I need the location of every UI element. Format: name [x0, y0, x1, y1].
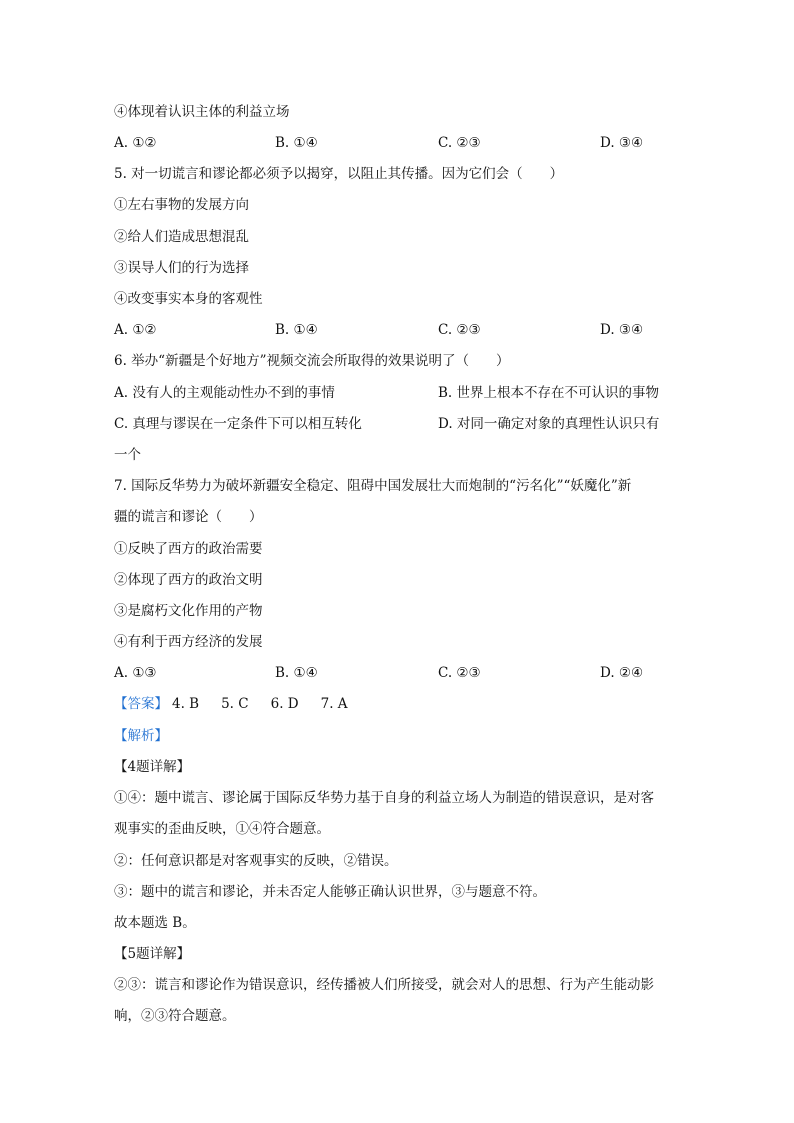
q7-option-a: A. ①③	[114, 665, 157, 681]
q6-option-d-continued: 一个	[114, 447, 141, 463]
answer-7: 7. A	[320, 696, 348, 712]
q6-options-row1	[114, 383, 674, 403]
q4-explanation-line-3: ②：任何意识都是对客观事实的反映，②错误。	[114, 853, 398, 869]
q7-option-d: D. ②④	[600, 665, 644, 681]
q5-item-4: ④改变事实本身的客观性	[114, 291, 263, 307]
q7-option-c: C. ②③	[438, 665, 481, 681]
q4-explanation-line-4: ③：题中的谎言和谬论，并未否定人能够正确认识世界，③与题意不符。	[114, 884, 546, 900]
q4-item-4: ④体现着认识主体的利益立场	[114, 104, 290, 120]
q5-option-b: B. ①④	[275, 322, 318, 338]
analysis-label: 【解析】	[114, 728, 168, 744]
answer-row	[114, 694, 370, 714]
q6-option-b: B. 世界上根本不存在不可认识的事物	[438, 385, 660, 401]
q4-explanation-line-5: 故本题选 B。	[114, 915, 196, 931]
q5-explanation-line-1: ②③：谎言和谬论作为错误意识，经传播被人们所接受，就会对人的思想、行为产生能动影	[114, 977, 654, 993]
q7-options	[114, 663, 674, 683]
q6-option-c: C. 真理与谬误在一定条件下可以相互转化	[114, 416, 362, 432]
q4-explanation-heading: 【4题详解】	[114, 759, 191, 775]
answer-label: 【答案】	[114, 696, 168, 712]
q5-explanation-line-2: 响，②③符合题意。	[114, 1008, 236, 1024]
q7-item-3: ③是腐朽文化作用的产物	[114, 603, 263, 619]
q5-item-1: ①左右事物的发展方向	[114, 197, 249, 213]
q5-item-3: ③误导人们的行为选择	[114, 260, 249, 276]
q7-item-1: ①反映了西方的政治需要	[114, 541, 263, 557]
q5-option-d: D. ③④	[600, 322, 644, 338]
q5-options	[114, 320, 674, 340]
q7-stem-line-2: 疆的谎言和谬论（ ）	[114, 509, 263, 525]
q5-stem: 5. 对一切谎言和谬论都必须予以揭穿，以阻止其传播。因为它们会（ ）	[114, 166, 564, 182]
q7-item-4: ④有利于西方经济的发展	[114, 634, 263, 650]
q7-stem-line-1: 7. 国际反华势力为破坏新疆安全稳定、阻碍中国发展壮大而炮制的“污名化”“妖魔化”新	[114, 478, 632, 494]
q6-stem: 6. 举办“新疆是个好地方”视频交流会所取得的效果说明了（ ）	[114, 353, 510, 369]
q6-option-a: A. 没有人的主观能动性办不到的事情	[114, 385, 335, 401]
answer-4: 4. B	[172, 696, 200, 712]
q4-explanation-line-1: ①④：题中谎言、谬论属于国际反华势力基于自身的利益立场人为制造的错误意识，是对客	[114, 790, 654, 806]
q4-option-b: B. ①④	[275, 135, 318, 151]
q6-options-row2	[114, 414, 674, 434]
q4-option-a: A. ①②	[114, 135, 157, 151]
q6-option-d: D. 对同一确定对象的真理性认识只有	[438, 416, 660, 432]
q7-item-2: ②体现了西方的政治文明	[114, 572, 263, 588]
q5-option-c: C. ②③	[438, 322, 481, 338]
q4-option-c: C. ②③	[438, 135, 481, 151]
answer-6: 6. D	[270, 696, 299, 712]
q7-option-b: B. ①④	[275, 665, 318, 681]
q4-options	[114, 133, 674, 153]
q5-option-a: A. ①②	[114, 322, 157, 338]
q5-item-2: ②给人们造成思想混乱	[114, 229, 249, 245]
q5-explanation-heading: 【5题详解】	[114, 946, 191, 962]
answer-5: 5. C	[221, 696, 249, 712]
q4-option-d: D. ③④	[600, 135, 644, 151]
q4-explanation-line-2: 观事实的歪曲反映，①④符合题意。	[114, 821, 330, 837]
